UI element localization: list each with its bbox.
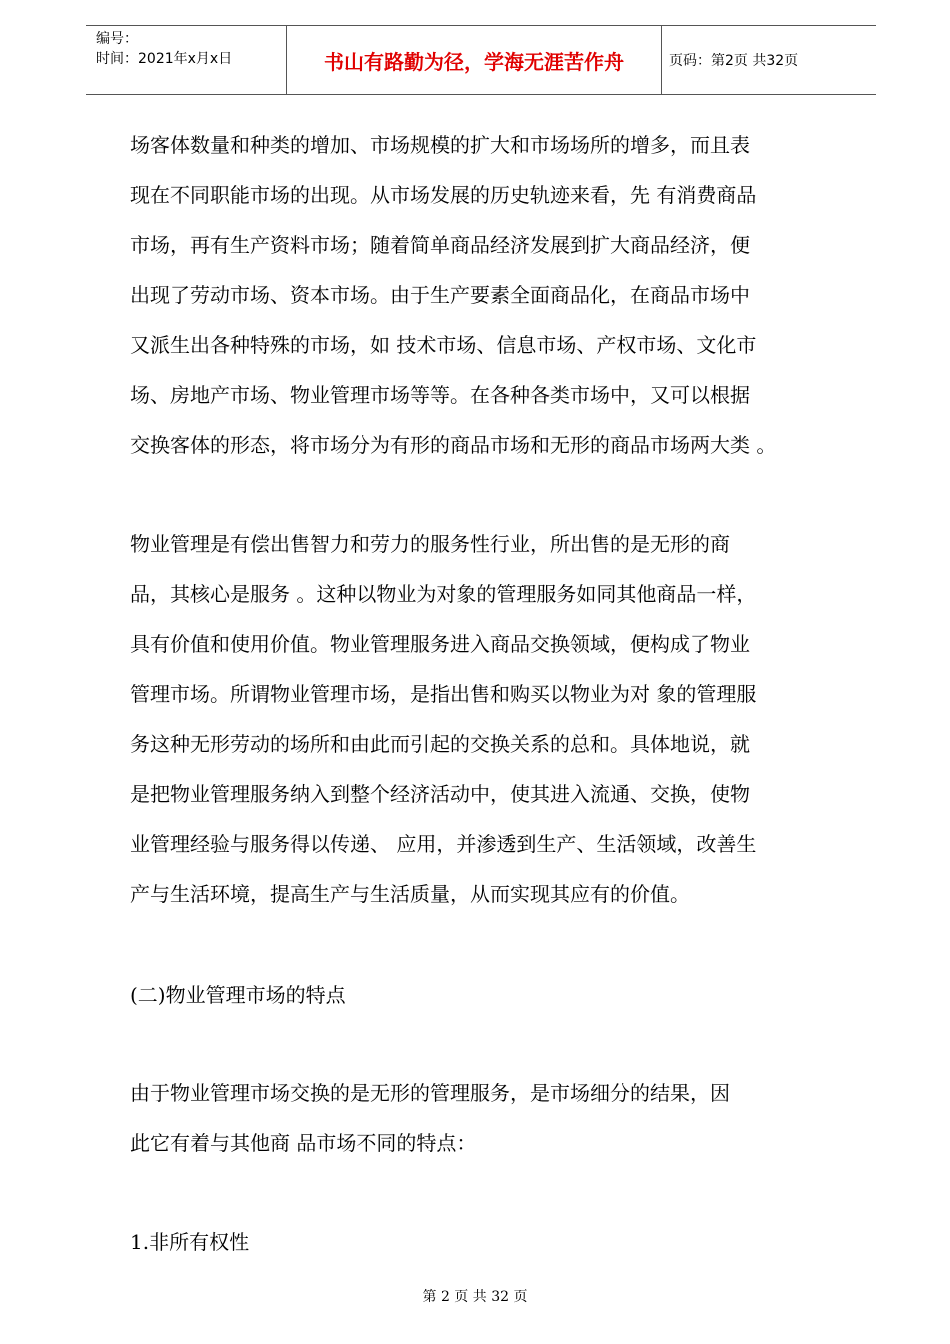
header-motto: 书山有路勤为径，学海无涯苦作舟 — [324, 49, 624, 74]
body-text-line: 出现了劳动市场、资本市场。由于生产要素全面商品化，在商品市场中 — [130, 283, 750, 307]
header-meta — [96, 29, 286, 69]
header-page-info: 页码：第2页 共32页 — [669, 53, 799, 69]
body-text-line: 又派生出各种特殊的市场，如 技术市场、信息市场、产权市场、文化市 — [130, 333, 757, 357]
document-number-label: 编号： — [96, 31, 138, 47]
body-text-line: 场客体数量和种类的增加、市场规模的扩大和市场场所的增多，而且表 — [130, 133, 750, 157]
body-text-line: 业管理经验与服务得以传递、 应用，并渗透到生产、生活领域，改善生 — [130, 832, 757, 856]
body-text-line: 场、房地产市场、物业管理市场等等。在各种各类市场中，又可以根据 — [130, 383, 750, 407]
body-text-line: 交换客体的形态，将市场分为有形的商品市场和无形的商品市场两大类 。 — [130, 433, 777, 457]
body-text-line: 具有价值和使用价值。物业管理服务进入商品交换领域，便构成了物业 — [130, 632, 750, 656]
body-text-line: 此它有着与其他商 品市场不同的特点： — [130, 1131, 477, 1155]
body-text-line: 产与生活环境，提高生产与生活质量，从而实现其应有的价值。 — [130, 882, 690, 906]
body-text-line: 务这种无形劳动的场所和由此而引起的交换关系的总和。具体地说，就 — [130, 732, 750, 756]
body-text-line: 市场，再有生产资料市场；随着简单商品经济发展到扩大商品经济，便 — [130, 233, 750, 257]
header-divider — [661, 26, 662, 94]
body-text-line: 物业管理是有偿出售智力和劳力的服务性行业，所出售的是无形的商 — [130, 532, 730, 556]
page-header — [86, 25, 876, 95]
section-heading: (二)物业管理市场的特点 — [130, 983, 346, 1007]
body-text-line: 管理市场。所谓物业管理市场，是指出售和购买以物业为对 象的管理服 — [130, 682, 757, 706]
page-footer: 第 2 页 共 32 页 — [422, 1289, 528, 1305]
document-time-label: 时间：2021年x月x日 — [96, 51, 233, 67]
body-text-line: 现在不同职能市场的出现。从市场发展的历史轨迹来看，先 有消费商品 — [130, 183, 757, 207]
subsection-heading: 1.非所有权性 — [130, 1230, 250, 1254]
body-text-line: 品，其核心是服务 。这种以物业为对象的管理服务如同其他商品一样， — [130, 582, 757, 606]
body-text-line: 由于物业管理市场交换的是无形的管理服务，是市场细分的结果，因 — [130, 1081, 730, 1105]
body-text-line: 是把物业管理服务纳入到整个经济活动中，使其进入流通、交换，使物 — [130, 782, 750, 806]
